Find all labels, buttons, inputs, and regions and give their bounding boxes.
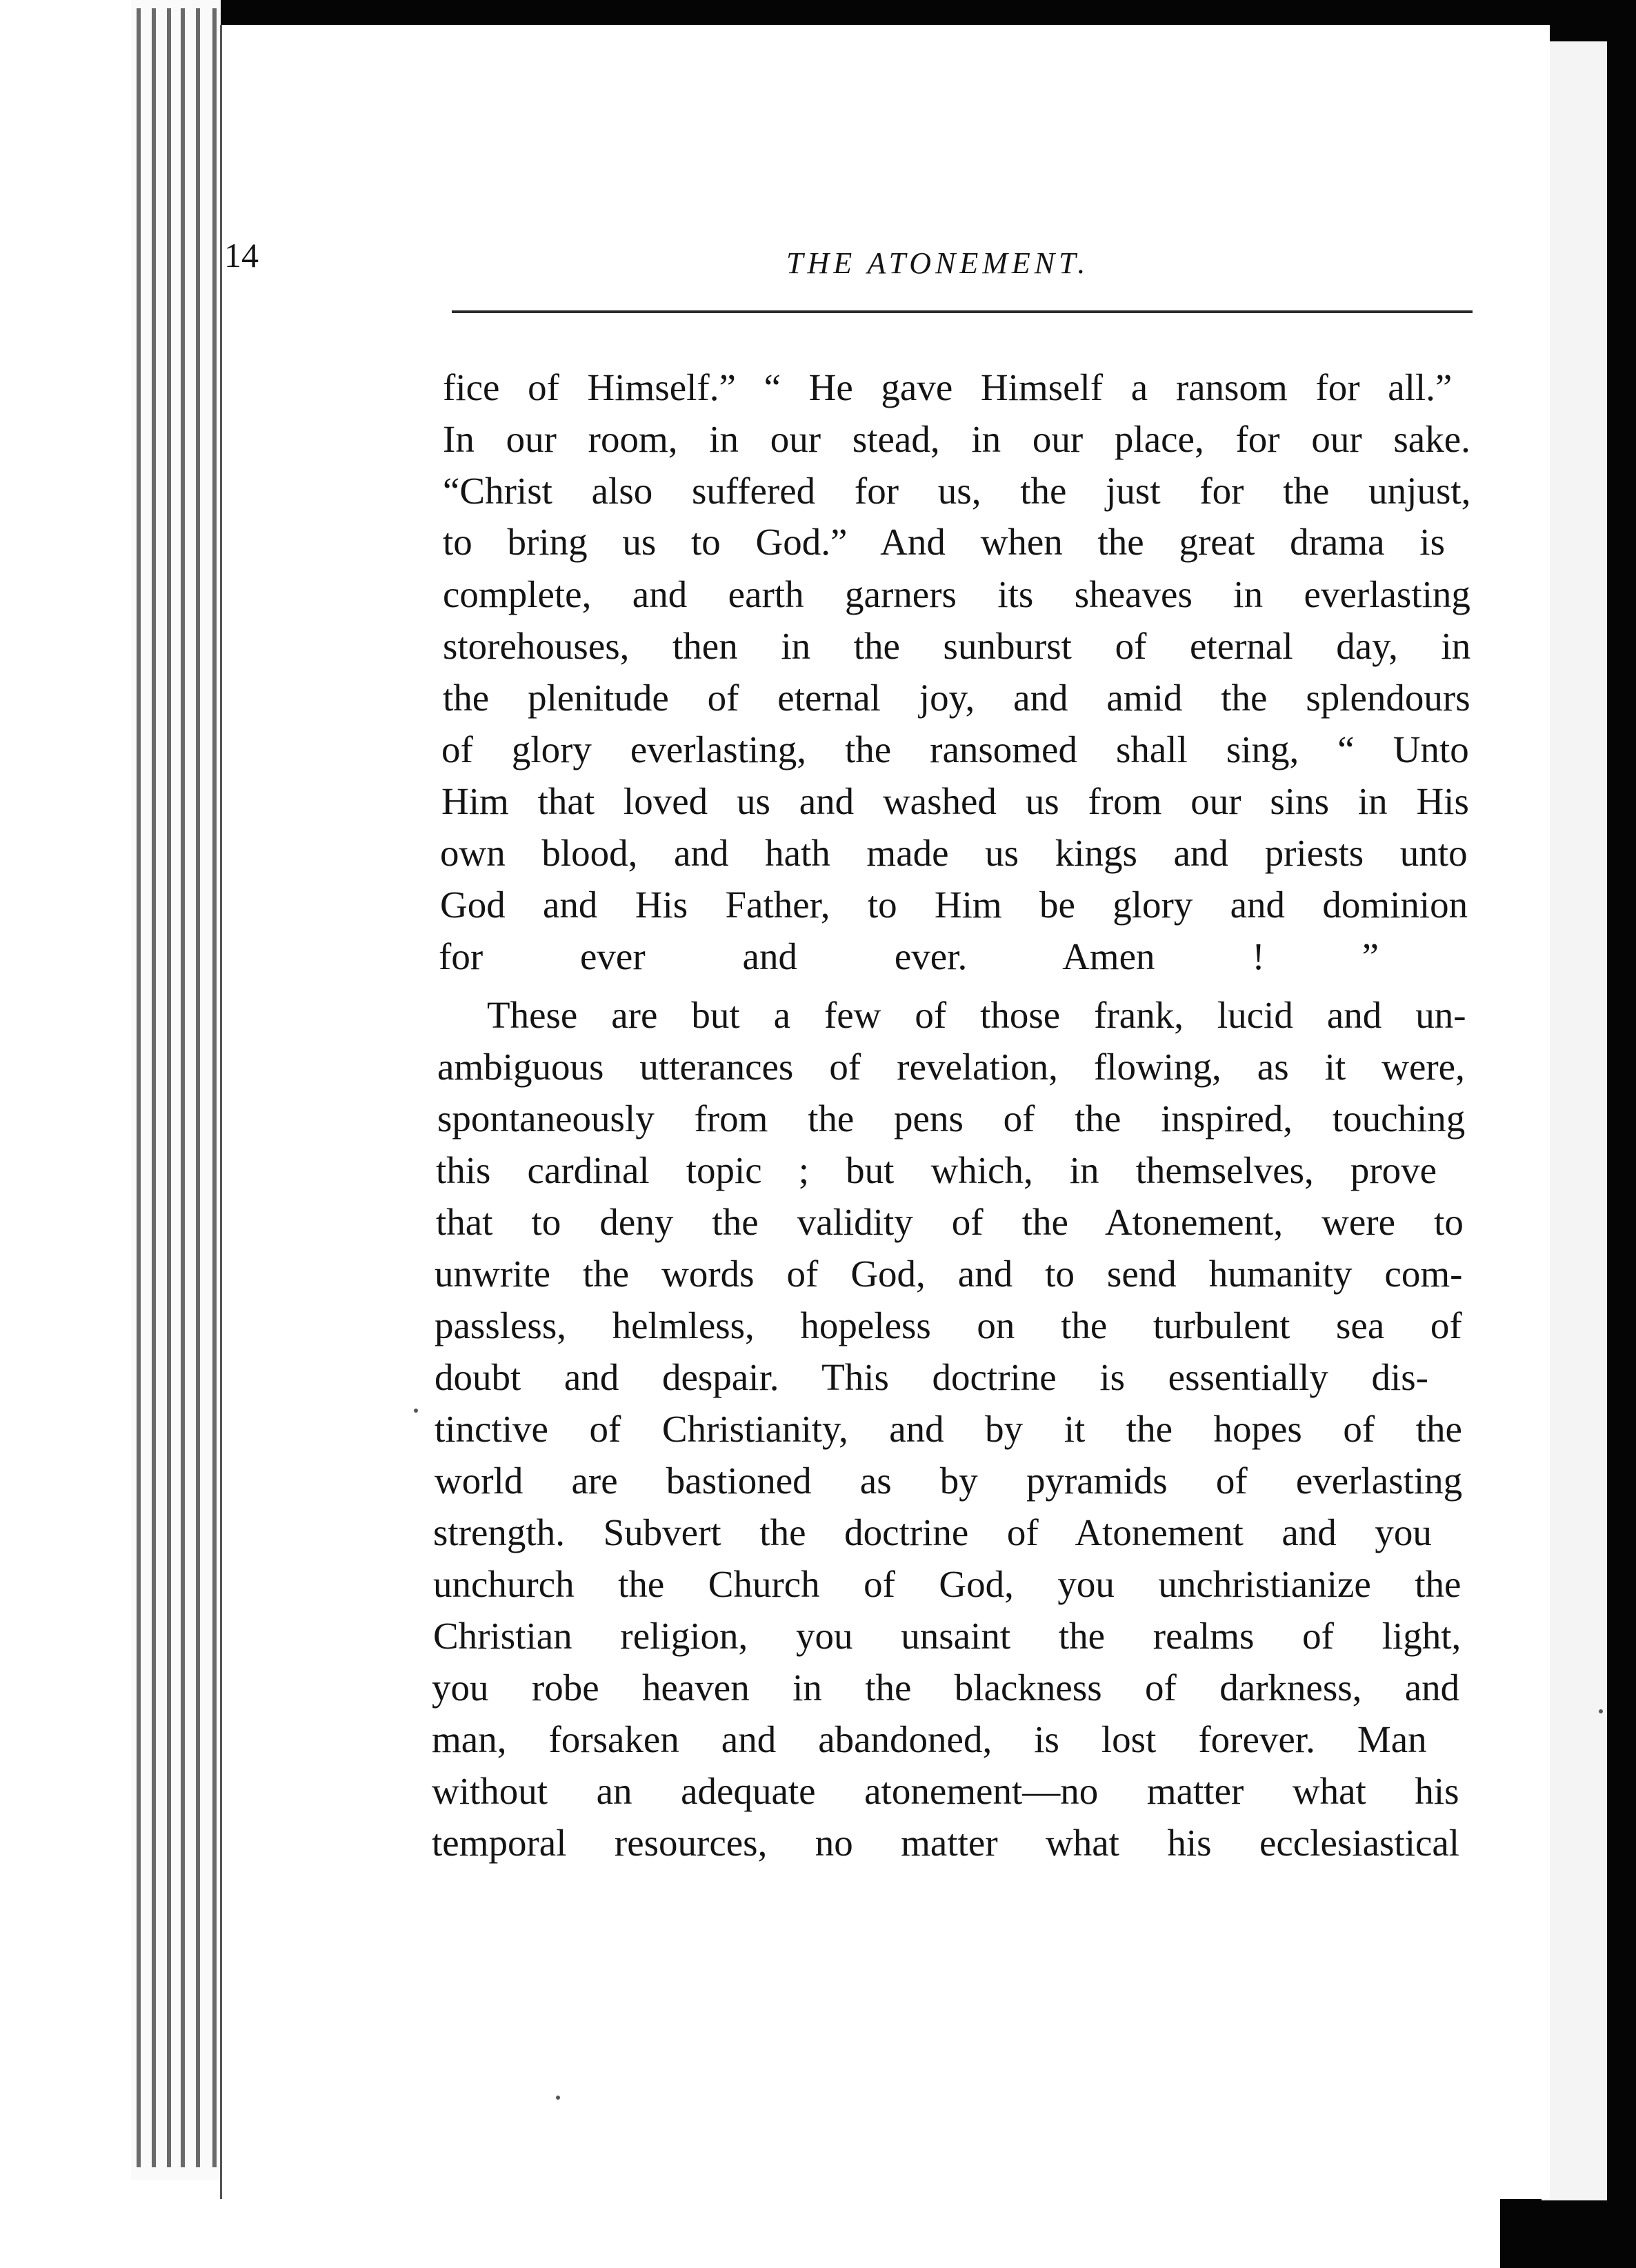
page-edge-line <box>167 8 171 2167</box>
page-edge-line <box>152 8 156 2167</box>
body-line: doubt and despair. This doctrine is essentially dis- <box>435 1356 1428 1398</box>
body-line: own blood, and hath made us kings and priests unto <box>440 832 1468 874</box>
body-line: the plenitude of eternal joy, and amid the splendours <box>443 677 1470 719</box>
body-line: God and His Father, to Him be glory and dominion <box>440 884 1468 926</box>
facing-page-edge <box>1542 41 1607 2200</box>
body-line: man, forsaken and abandoned, is lost forever. Man <box>432 1718 1427 1760</box>
body-line: spontaneously from the pens of the inspired, touching <box>437 1097 1466 1140</box>
page-stack-edge <box>131 0 221 2180</box>
body-line: of glory everlasting, the ransomed shall sing, “ Unto <box>441 728 1469 770</box>
body-line: this cardinal topic ; but which, in themselves, prove <box>436 1149 1437 1191</box>
body-line: for ever and ever. Amen ! ” <box>439 935 1379 977</box>
scan-speck <box>1599 1709 1603 1713</box>
scan-speck <box>556 2096 560 2100</box>
body-line: tinctive of Christianity, and by it the hopes of the <box>435 1408 1462 1450</box>
page-edge-line <box>196 8 200 2167</box>
body-line: These are but a few of those frank, lucid and un- <box>487 994 1466 1036</box>
body-line: strength. Subvert the doctrine of Atonement and you <box>433 1511 1432 1553</box>
body-line: temporal resources, no matter what his ecclesiastical <box>432 1822 1460 1864</box>
body-line: unchurch the Church of God, you unchristianize the <box>433 1563 1462 1605</box>
header-rule <box>452 310 1473 313</box>
body-line: In our room, in our stead, in our place, for our sake. <box>443 418 1470 460</box>
page-edge-line <box>181 8 185 2167</box>
body-line: unwrite the words of God, and to send humanity com- <box>435 1253 1463 1295</box>
body-line: ambiguous utterances of revelation, flowing, as it were, <box>437 1046 1465 1088</box>
page-edge-line <box>137 8 141 2167</box>
body-line: fice of Himself.” “ He gave Himself a ransom for all.” <box>443 366 1453 408</box>
page-number: 14 <box>224 236 259 275</box>
body-line: Him that loved us and washed us from our sins in His <box>441 780 1469 822</box>
body-line: passless, helmless, hopeless on the turbulent sea of <box>435 1304 1462 1346</box>
running-title: THE ATONEMENT. <box>786 246 1090 280</box>
body-line: world are bastioned as by pyramids of everlasting <box>435 1460 1463 1502</box>
body-line: “Christ also suffered for us, the just for the unjust, <box>443 470 1471 512</box>
body-line: to bring us to God.” And when the great drama is <box>443 521 1445 563</box>
body-line: without an adequate atonement—no matter what his <box>432 1770 1459 1812</box>
page-edge-line <box>212 8 217 2167</box>
scan-speck <box>414 1409 418 1413</box>
body-line: storehouses, then in the sunburst of eternal day, in <box>443 625 1471 667</box>
body-line: complete, and earth garners its sheaves in everlasting <box>443 573 1470 615</box>
body-line: that to deny the validity of the Atonement, were to <box>436 1201 1464 1243</box>
body-line: Christian religion, you unsaint the realms of light, <box>433 1615 1462 1657</box>
body-line: you robe heaven in the blackness of darkness, and <box>432 1667 1460 1709</box>
